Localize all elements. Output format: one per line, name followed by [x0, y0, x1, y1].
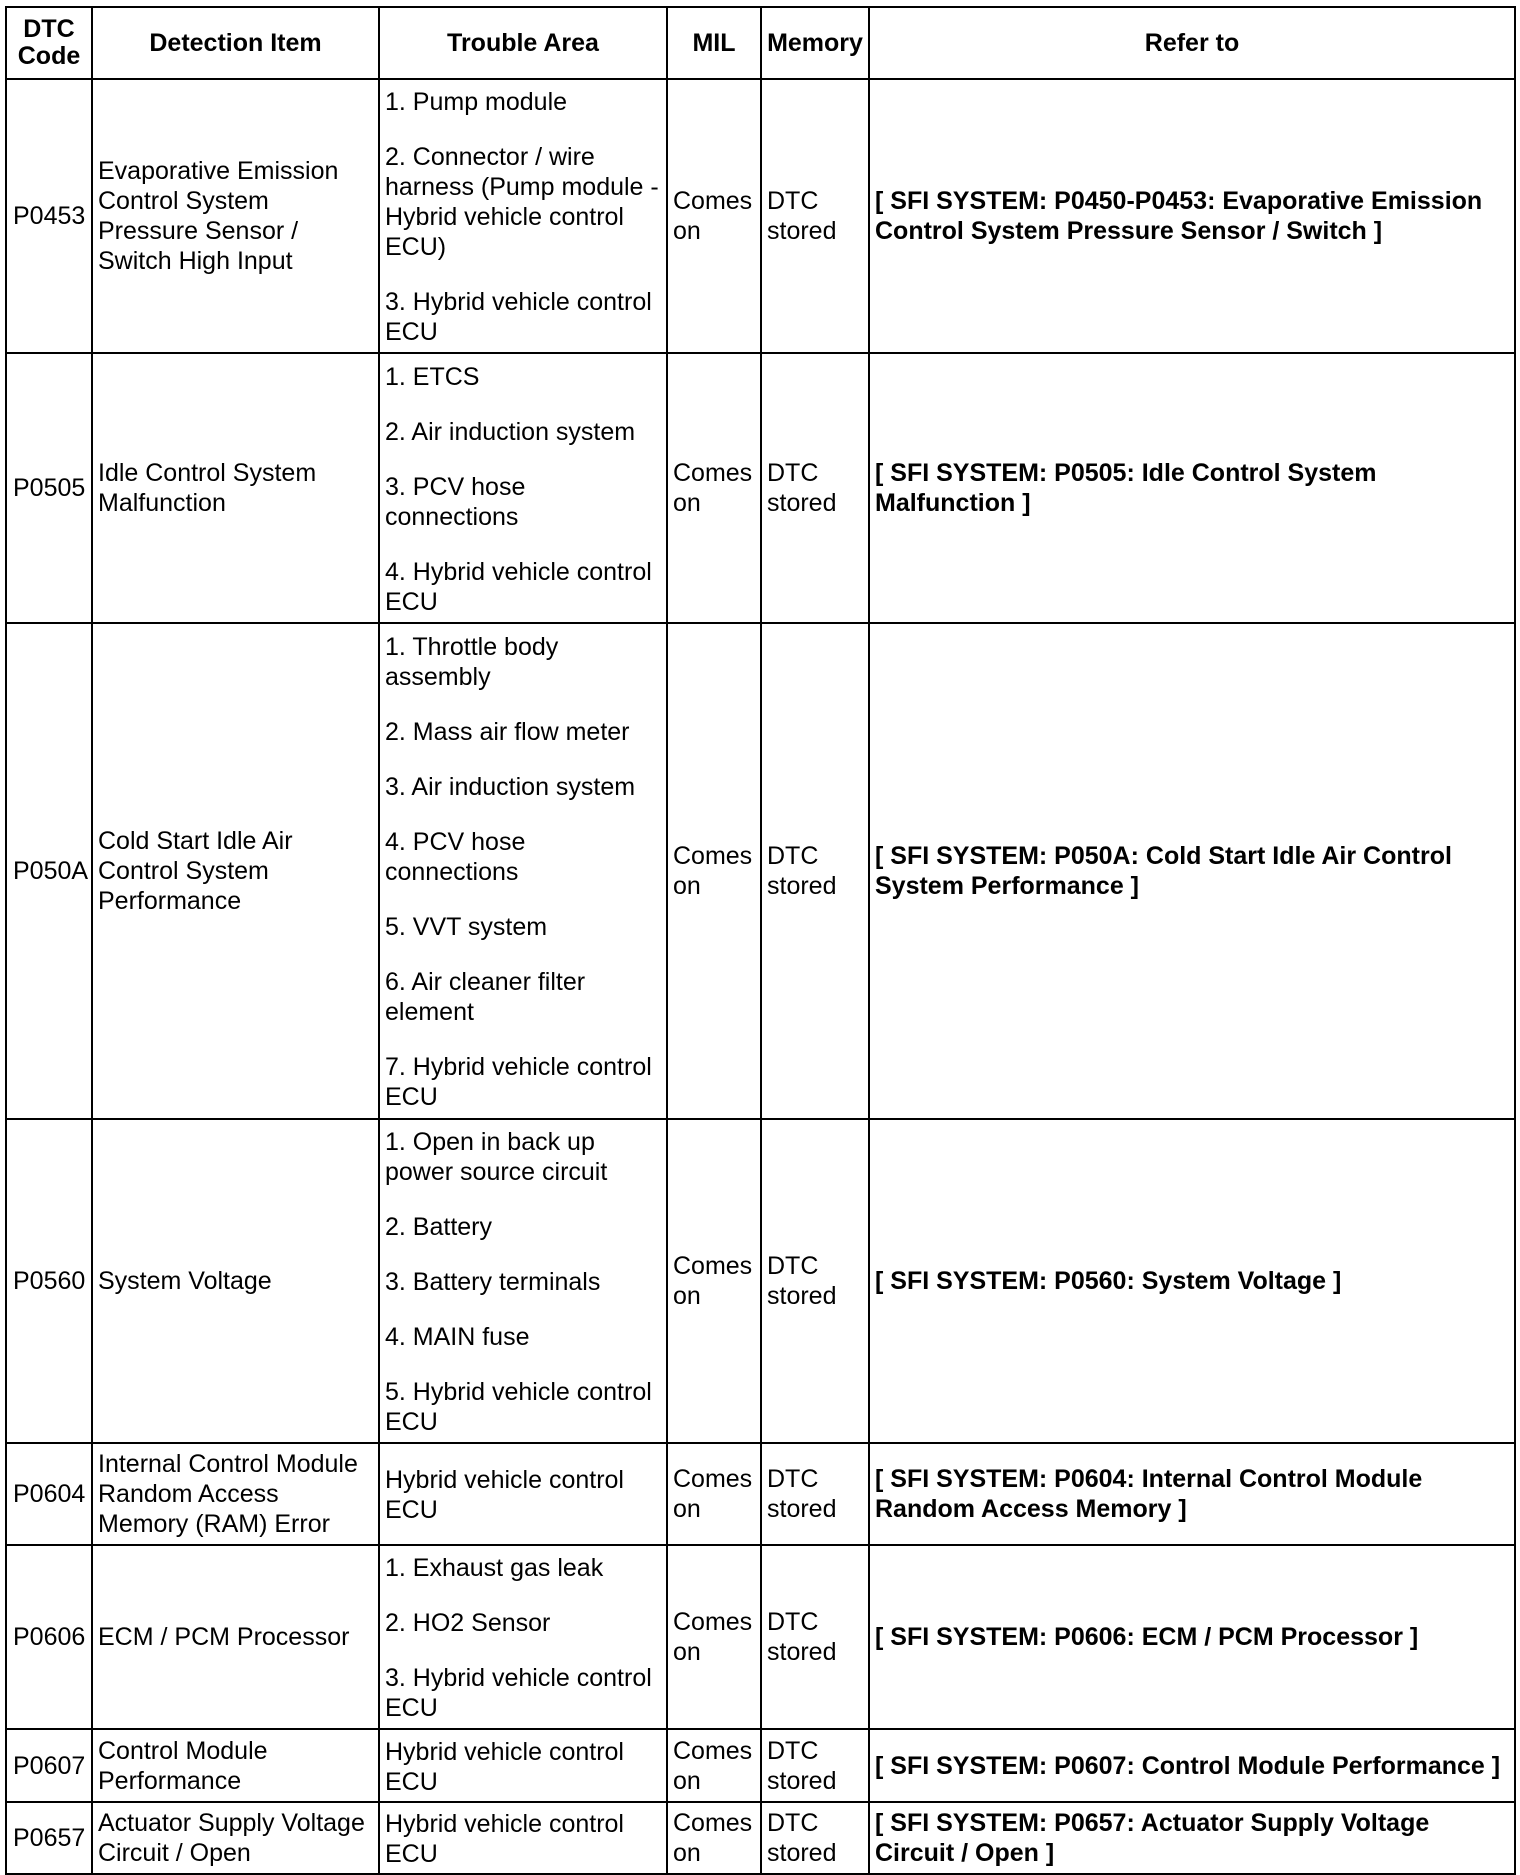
trouble-area-cell	[379, 1119, 667, 1443]
detection-item-cell: Actuator Supply Voltage Circuit / Open	[92, 1802, 379, 1874]
trouble-area-item: 3. Hybrid vehicle control ECU	[385, 288, 652, 346]
trouble-area-item: 6. Air cleaner filter element	[385, 968, 586, 1026]
trouble-area-item: 5. Hybrid vehicle control ECU	[385, 1378, 652, 1436]
trouble-area-item: 2. Battery	[385, 1213, 492, 1241]
trouble-area-item: 2. Mass air flow meter	[385, 718, 630, 746]
trouble-area-item: 1. Throttle body assembly	[385, 633, 559, 691]
header-dtc-code: DTC Code	[6, 7, 92, 79]
table-row	[6, 79, 1515, 353]
trouble-area-item: 2. HO2 Sensor	[385, 1609, 551, 1637]
refer-to-link[interactable]: [ SFI SYSTEM: P0604: Internal Control Module Random Access Memory ]	[869, 1443, 1515, 1545]
trouble-area-item: Hybrid vehicle control ECU	[385, 1810, 624, 1868]
trouble-area-cell	[379, 1802, 667, 1874]
trouble-area-item: 5. VVT system	[385, 913, 548, 941]
table-row	[6, 1119, 1515, 1443]
dtc-code-cell: P0606	[6, 1545, 92, 1729]
trouble-area-cell	[379, 1729, 667, 1802]
dtc-code-cell: P0604	[6, 1443, 92, 1545]
refer-to-link[interactable]: [ SFI SYSTEM: P050A: Cold Start Idle Air Control System Performance ]	[869, 623, 1515, 1119]
header-refer-to: Refer to	[869, 7, 1515, 79]
trouble-area-item: 7. Hybrid vehicle control ECU	[385, 1053, 652, 1111]
trouble-area-item: 4. Hybrid vehicle control ECU	[385, 557, 652, 616]
trouble-area-item: 1. ETCS	[385, 362, 480, 391]
memory-cell: DTC stored	[761, 1443, 869, 1545]
refer-to-link[interactable]: [ SFI SYSTEM: P0505: Idle Control System Malfunction ]	[869, 353, 1515, 623]
trouble-area-item: 2. Connector / wire harness (Pump module - Hybrid vehicle control ECU)	[385, 143, 659, 261]
trouble-area-item: 1. Open in back up power source circuit	[385, 1128, 608, 1186]
trouble-area-item: 3. Hybrid vehicle control ECU	[385, 1664, 652, 1722]
dtc-code-cell: P0607	[6, 1729, 92, 1802]
table-body	[6, 79, 1515, 1874]
dtc-code-cell: P0560	[6, 1119, 92, 1443]
detection-item-cell: Idle Control System Malfunction	[92, 353, 379, 623]
trouble-area-item: 3. Air induction system	[385, 773, 636, 801]
refer-to-link[interactable]: [ SFI SYSTEM: P0450-P0453: Evaporative Emission Control System Pressure Sensor / Switch ]	[869, 79, 1515, 353]
trouble-area-cell	[379, 1545, 667, 1729]
trouble-area-item: 4. PCV hose connections	[385, 828, 526, 886]
memory-cell: DTC stored	[761, 1802, 869, 1874]
refer-to-link[interactable]: [ SFI SYSTEM: P0560: System Voltage ]	[869, 1119, 1515, 1443]
trouble-area-item: 2. Air induction system	[385, 417, 636, 446]
memory-cell: DTC stored	[761, 1545, 869, 1729]
trouble-area-item: 1. Pump module	[385, 88, 568, 116]
trouble-area-cell	[379, 1443, 667, 1545]
dtc-code-cell: P0657	[6, 1802, 92, 1874]
table-row	[6, 1443, 1515, 1545]
header-memory: Memory	[761, 7, 869, 79]
memory-cell: DTC stored	[761, 623, 869, 1119]
trouble-area-cell	[379, 353, 667, 623]
header-row	[6, 7, 1515, 79]
trouble-area-item: Hybrid vehicle control ECU	[385, 1466, 624, 1524]
mil-cell: Comes on	[667, 1545, 761, 1729]
memory-cell: DTC stored	[761, 353, 869, 623]
mil-cell: Comes on	[667, 79, 761, 353]
header-mil: MIL	[667, 7, 761, 79]
dtc-table	[5, 6, 1516, 1875]
header-trouble-area: Trouble Area	[379, 7, 667, 79]
table-row	[6, 1545, 1515, 1729]
table-row	[6, 1729, 1515, 1802]
memory-cell: DTC stored	[761, 1119, 869, 1443]
table-row	[6, 623, 1515, 1119]
mil-cell: Comes on	[667, 1729, 761, 1802]
memory-cell: DTC stored	[761, 1729, 869, 1802]
table-row	[6, 353, 1515, 623]
mil-cell: Comes on	[667, 1802, 761, 1874]
mil-cell: Comes on	[667, 1443, 761, 1545]
trouble-area-item: 4. MAIN fuse	[385, 1323, 530, 1351]
mil-cell: Comes on	[667, 623, 761, 1119]
detection-item-cell: Internal Control Module Random Access Memory (RAM) Error	[92, 1443, 379, 1545]
dtc-code-cell: P050A	[6, 623, 92, 1119]
dtc-code-cell: P0453	[6, 79, 92, 353]
memory-cell: DTC stored	[761, 79, 869, 353]
refer-to-link[interactable]: [ SFI SYSTEM: P0607: Control Module Performance ]	[869, 1729, 1515, 1802]
refer-to-link[interactable]: [ SFI SYSTEM: P0657: Actuator Supply Voltage Circuit / Open ]	[869, 1802, 1515, 1874]
detection-item-cell: System Voltage	[92, 1119, 379, 1443]
detection-item-cell: ECM / PCM Processor	[92, 1545, 379, 1729]
mil-cell: Comes on	[667, 1119, 761, 1443]
mil-cell: Comes on	[667, 353, 761, 623]
table-row	[6, 1802, 1515, 1874]
trouble-area-item: 3. Battery terminals	[385, 1268, 601, 1296]
trouble-area-item: 1. Exhaust gas leak	[385, 1554, 604, 1582]
trouble-area-item: Hybrid vehicle control ECU	[385, 1737, 624, 1796]
detection-item-cell: Cold Start Idle Air Control System Performance	[92, 623, 379, 1119]
dtc-code-cell: P0505	[6, 353, 92, 623]
detection-item-cell: Evaporative Emission Control System Pressure Sensor / Switch High Input	[92, 79, 379, 353]
trouble-area-cell	[379, 623, 667, 1119]
trouble-area-cell	[379, 79, 667, 353]
detection-item-cell: Control Module Performance	[92, 1729, 379, 1802]
trouble-area-item: 3. PCV hose connections	[385, 472, 526, 531]
refer-to-link[interactable]: [ SFI SYSTEM: P0606: ECM / PCM Processor ]	[869, 1545, 1515, 1729]
header-detection-item: Detection Item	[92, 7, 379, 79]
